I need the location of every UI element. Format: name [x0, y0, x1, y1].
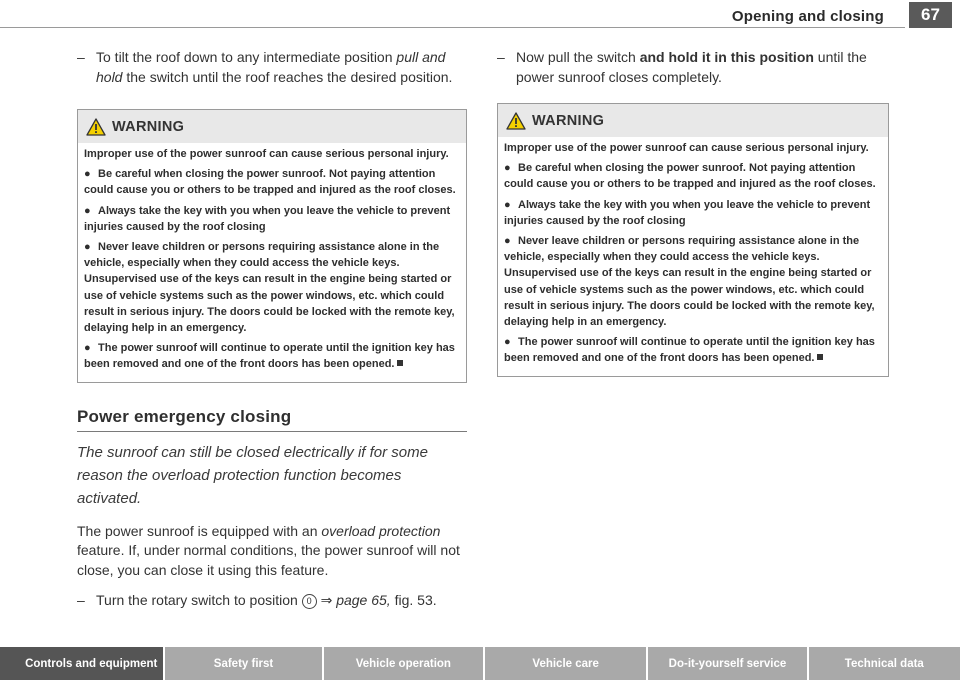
footer-tab-technical-data[interactable]: Technical data: [809, 647, 960, 680]
end-of-section-mark: [397, 360, 403, 366]
right-column: [497, 48, 889, 377]
warning-bullet: ● Always take the key with you when you leave the vehicle to prevent injuries caused by the roof closing: [504, 198, 871, 227]
step-tilt-roof: [77, 48, 467, 87]
warning-box: [497, 103, 889, 377]
step-dash: –: [497, 49, 505, 65]
step-dash: –: [77, 592, 85, 609]
page-reference-link[interactable]: page 65,: [336, 592, 391, 609]
warning-bullet: ● Be careful when closing the power sunroof. Not paying attention could cause you or others to be trapped and injured as the roof closes.: [84, 168, 456, 197]
warning-intro: Improper use of the power sunroof can cause serious personal injury.: [504, 142, 869, 154]
footer-tab-controls-and-equipment[interactable]: Controls and equipment: [0, 647, 163, 680]
warning-title: WARNING: [112, 118, 185, 135]
step-hold-switch: – Now pull the switch and hold it in this position until the power sunroof closes completely.: [497, 49, 867, 85]
warning-title: WARNING: [532, 112, 605, 129]
reference-arrow: ⇒: [316, 592, 337, 609]
warning-body: [78, 143, 466, 382]
body-paragraph: The power sunroof is equipped with an overload protection feature. If, under normal conditions, the power sunroof will not close, you can close it using this feature.: [77, 522, 460, 578]
section-lead: The sunroof can still be closed electrically if for some reason the overload protection function becomes activated.: [77, 443, 428, 507]
page-number: 67: [909, 2, 952, 28]
warning-intro: Improper use of the power sunroof can cause serious personal injury.: [84, 148, 449, 160]
warning-bullet: ● Always take the key with you when you leave the vehicle to prevent injuries caused by the roof closing: [84, 204, 451, 233]
footer-tab-do-it-yourself-service[interactable]: Do-it-yourself service: [648, 647, 806, 680]
warning-triangle-icon: [86, 118, 106, 136]
left-column: [77, 48, 467, 611]
step-dash: –: [77, 49, 85, 65]
warning-bullet: ● Never leave children or persons requiring assistance alone in the vehicle, especially when they could access the vehicle keys. Unsupervised use of the keys can result in the engine being started or use of vehicle systems such as the power windows, etc. which could result in serious injury. The doors could be locked with the remote key, delaying help in an emergency.: [504, 235, 875, 329]
warning-body: [498, 137, 888, 376]
step-emphasis: pull and hold: [96, 49, 446, 85]
section-title: Power emergency closing: [77, 407, 467, 432]
warning-triangle-icon: [506, 112, 526, 130]
warning-bullet: ● Be careful when closing the power sunroof. Not paying attention could cause you or others to be trapped and injured as the roof closes.: [504, 162, 876, 191]
step-turn-rotary-switch: – Turn the rotary switch to position 0 ⇒ page 65, fig. 53.: [77, 591, 467, 611]
step-text: the switch until the roof reaches the desired position.: [122, 68, 453, 85]
warning-box: [77, 109, 467, 383]
switch-position-symbol: 0: [302, 594, 317, 609]
footer-tab-vehicle-care[interactable]: Vehicle care: [485, 647, 646, 680]
warning-header: [78, 110, 466, 143]
warning-bullet: ● The power sunroof will continue to operate until the ignition key has been removed and one of the front doors has been opened.: [504, 336, 875, 365]
footer-tab-vehicle-operation[interactable]: Vehicle operation: [324, 647, 483, 680]
warning-bullet: ● Never leave children or persons requiring assistance alone in the vehicle, especially when they could access the vehicle keys. Unsupervised use of the keys can result in the engine being started or use of vehicle systems such as the power windows, etc. which could result in serious injury. The doors could be locked with the remote key, delaying help in an emergency.: [84, 241, 455, 335]
footer-navigation: [0, 647, 960, 680]
end-of-section-mark: [817, 354, 823, 360]
warning-bullet: ● The power sunroof will continue to operate until the ignition key has been removed and one of the front doors has been opened.: [84, 342, 455, 371]
page-header-title: Opening and closing: [731, 8, 884, 25]
paragraph-emphasis: overload protection: [321, 522, 441, 539]
header-rule: [0, 27, 905, 28]
footer-tab-safety-first[interactable]: Safety first: [165, 647, 321, 680]
warning-header: [498, 104, 888, 137]
step-bold-text: and hold it in this position: [639, 49, 814, 65]
step-text: To tilt the roof down to any intermediate position: [96, 49, 397, 65]
